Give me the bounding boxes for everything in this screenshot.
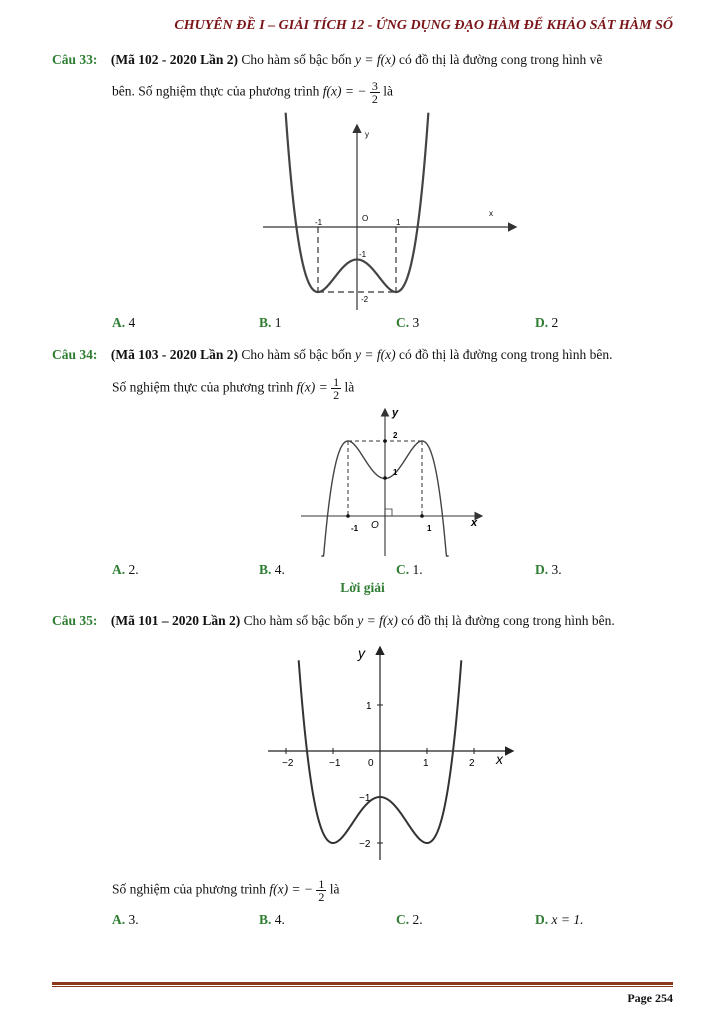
label-origin: O <box>362 214 369 223</box>
point-y-1 <box>383 476 387 480</box>
label-x-1: 1 <box>427 524 432 533</box>
answer-label: A. <box>112 912 126 927</box>
answer-33-a[interactable] <box>112 315 135 331</box>
right-angle-mark <box>385 509 392 516</box>
label-x-neg1: −1 <box>329 758 341 769</box>
question-35-fraction <box>316 878 326 903</box>
answer-33-b[interactable] <box>259 315 282 331</box>
label-y-neg2: −2 <box>359 839 371 850</box>
label-y: y <box>392 407 399 419</box>
question-35-graph <box>262 640 522 865</box>
point-x-neg1 <box>346 514 350 518</box>
answer-35-a[interactable] <box>112 912 139 928</box>
question-33-text2: có đồ thị là đường cong trong hình vẽ <box>395 52 603 67</box>
question-34-number: Câu 34: <box>52 347 98 362</box>
page-header: CHUYÊN ĐỀ I – GIẢI TÍCH 12 - ỨNG DỤNG ĐẠO HÀM ĐỂ KHẢO SÁT HÀM SỐ <box>174 18 673 33</box>
label-y-neg1: -1 <box>359 250 367 259</box>
label-origin: O <box>371 520 379 531</box>
answer-value: 3. <box>128 912 139 927</box>
question-34-line2-text: Số nghiệm thực của phương trình <box>112 379 297 395</box>
footer-rule <box>52 982 673 985</box>
question-34-line2 <box>112 376 354 401</box>
question-33-frac-den: 2 <box>371 92 378 106</box>
answer-value: 1 <box>274 315 282 330</box>
question-35-eq-tail: là <box>326 881 340 897</box>
label-x-neg1: -1 <box>351 524 359 533</box>
answer-label: C. <box>396 315 410 330</box>
answer-value: 2. <box>412 912 423 927</box>
answer-35-d[interactable] <box>535 912 583 928</box>
question-34-equation: f(x) = <box>296 379 328 395</box>
question-35-func: y = f(x) <box>357 613 398 628</box>
answer-value: 4. <box>274 562 285 577</box>
label-y: y <box>358 645 365 661</box>
question-35-line2-text: Số nghiệm của phương trình <box>112 881 270 897</box>
answer-34-c[interactable] <box>396 562 423 578</box>
answer-34-b[interactable] <box>259 562 285 578</box>
question-35-frac-num: 1 <box>318 877 325 891</box>
answer-label: C. <box>396 912 410 927</box>
question-33-equation: f(x) = − <box>322 83 367 99</box>
label-x: x <box>496 751 503 767</box>
answer-33-d[interactable] <box>535 315 558 331</box>
answer-label: C. <box>396 562 410 577</box>
question-33-eq-tail: là <box>379 83 393 99</box>
label-y-neg1: −1 <box>359 793 371 804</box>
answer-value: 4. <box>274 912 285 927</box>
question-33-frac-num: 3 <box>371 79 378 93</box>
answer-34-a[interactable] <box>112 562 139 578</box>
question-34-frac-den: 2 <box>333 388 340 402</box>
question-35-text2: có đồ thị là đường cong trong hình bên. <box>397 613 615 628</box>
answer-label: D. <box>535 562 549 577</box>
answer-value: 3. <box>551 562 562 577</box>
question-34-source: (Mã 103 - 2020 Lần 2) <box>110 347 239 362</box>
point-x-1 <box>420 514 424 518</box>
answer-35-c[interactable] <box>396 912 423 928</box>
label-y-1: 1 <box>366 701 372 712</box>
question-34-text2: có đồ thị là đường cong trong hình bên. <box>395 347 613 362</box>
answer-value: 4 <box>128 315 136 330</box>
question-35-line1 <box>52 612 615 630</box>
question-33-fraction <box>370 80 380 105</box>
label-x-neg1: -1 <box>315 218 323 227</box>
label-y-neg2: -2 <box>361 295 369 304</box>
answer-label: A. <box>112 315 126 330</box>
question-33-line1 <box>52 51 602 69</box>
answer-value: 2. <box>128 562 139 577</box>
answer-value: 2 <box>551 315 559 330</box>
question-33-line2-text: bên. Số nghiệm thực của phương trình <box>112 83 323 99</box>
question-34-frac-num: 1 <box>333 375 340 389</box>
solution-heading[interactable]: Lời giải <box>340 580 385 595</box>
question-35-number: Câu 35: <box>52 613 98 628</box>
label-y-2: 2 <box>393 431 398 440</box>
footer-rule-thin <box>52 986 673 987</box>
label-x: x <box>489 209 493 218</box>
answer-label: B. <box>259 912 272 927</box>
question-33-func: y = f(x) <box>355 52 396 67</box>
question-34-text1: Cho hàm số bậc bốn <box>238 347 356 362</box>
question-34-eq-tail: là <box>341 379 355 395</box>
question-34-graph <box>295 406 490 558</box>
question-33-number: Câu 33: <box>52 52 98 67</box>
question-34-line1 <box>52 346 613 364</box>
question-33-line2 <box>112 80 393 105</box>
question-35-line2 <box>112 878 340 903</box>
answer-34-d[interactable] <box>535 562 562 578</box>
question-35-equation: f(x) = − <box>269 881 314 897</box>
answer-label: A. <box>112 562 126 577</box>
label-x-2: 2 <box>469 758 475 769</box>
label-x: x <box>471 517 478 529</box>
question-34-func: y = f(x) <box>355 347 396 362</box>
question-33-source: (Mã 102 - 2020 Lần 2) <box>110 52 239 67</box>
answer-label: D. <box>535 912 549 927</box>
label-x-1: 1 <box>423 758 429 769</box>
label-y-1: 1 <box>393 468 398 477</box>
answer-label: B. <box>259 562 272 577</box>
label-y: y <box>365 130 369 139</box>
answer-label: B. <box>259 315 272 330</box>
question-35-source: (Mã 101 – 2020 Lần 2) <box>110 613 241 628</box>
answer-value: 1. <box>412 562 423 577</box>
question-35-frac-den: 2 <box>318 890 325 904</box>
point-y-2 <box>383 439 387 443</box>
question-34-fraction <box>331 376 341 401</box>
question-33-graph <box>255 108 525 313</box>
label-origin: 0 <box>368 758 374 769</box>
label-x-1: 1 <box>396 218 401 227</box>
label-x-neg2: −2 <box>282 758 294 769</box>
question-33-text1: Cho hàm số bậc bốn <box>238 52 356 67</box>
answer-value: x = 1. <box>551 912 584 927</box>
answer-35-b[interactable] <box>259 912 285 928</box>
answer-label: D. <box>535 315 549 330</box>
page-number: Page 254 <box>627 991 673 1005</box>
answer-33-c[interactable] <box>396 315 419 331</box>
question-35-text1: Cho hàm số bậc bốn <box>240 613 358 628</box>
answer-value: 3 <box>412 315 420 330</box>
